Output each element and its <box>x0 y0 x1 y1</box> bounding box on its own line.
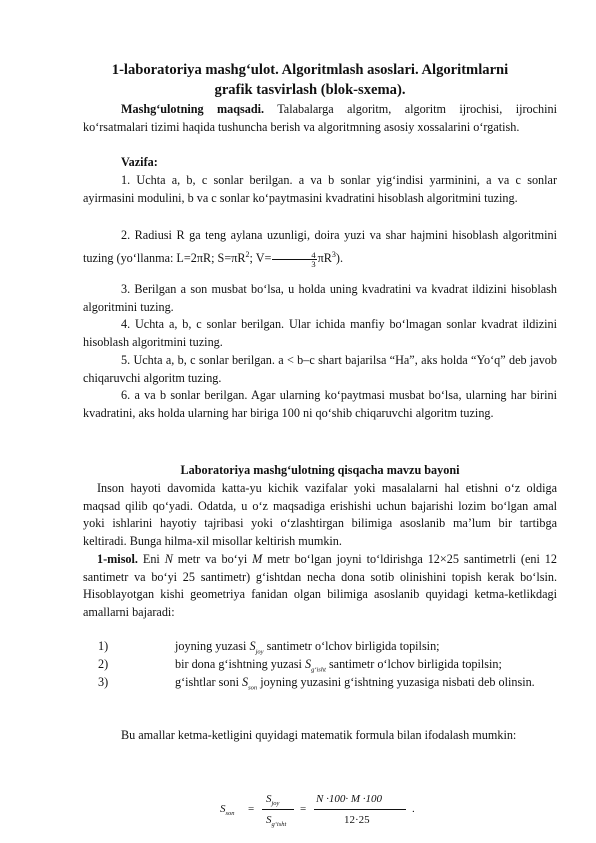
page-title <box>70 60 550 100</box>
task-3: 3. Berilgan a son musbat bo‘lsa, u holda uning kvadratini va kvadrat ildizini hisoblash algoritmini tuzing. <box>83 282 557 314</box>
fraction-bar <box>314 809 406 810</box>
formula-lhs: $S_{son}$ <box>220 803 235 818</box>
closing-paragraph: Bu amallar ketma-ketligini quyidagi matematik formula bilan ifodalash mumkin: <box>121 728 517 742</box>
title-line-2: grafik tasvirlash (blok-sxema). <box>214 82 406 98</box>
formula-rhs-denominator: 12·25 <box>344 814 370 826</box>
formula-numerator: $S_{joy}$ <box>266 793 280 808</box>
task-4: 4. Uchta a, b, c sonlar berilgan. Ular ichida manfiy bo‘lmagan sonlar kvadrat ildizini hisoblash algoritmini tuzing. <box>83 317 557 349</box>
task-label: Vazifa: <box>121 155 158 169</box>
goal-text: Talabalarga algoritm, algoritm ijrochisi, ijrochini ko‘rsatmalari tizimi haqida tushuncha berish va algoritmning asosiy xossalarini o‘rgatish. <box>83 102 557 134</box>
fraction-four-thirds: $\frac{4}{3}$ <box>272 251 316 268</box>
section-heading: Laboratoriya mashg‘ulotning qisqacha mavzu bayoni <box>180 463 460 477</box>
goal-paragraph <box>83 101 557 136</box>
task-5: 5. Uchta a, b, c sonlar berilgan. a < b–c shart bajarilsa “Ha”, aks holda “Yo‘q” deb javob chiqaruvchi algoritm tuzing. <box>83 353 557 385</box>
formula-rhs-numerator: N ·100· M ·100 <box>316 793 382 805</box>
formula: $S_{son}$ = $S_{joy}$ $S_{g‘isht}$ = N ·100· M ·100 12·25 . <box>240 789 420 829</box>
intro-paragraph: Inson hayoti davomida katta-yu kichik vazifalar yoki masalalarni hal etishni o‘z oldiga maqsad qilib qo‘yadi. Odatda, u o‘z maqsadiga erishishi uchun bajarishi lozim bo‘lgan amal yoki ishlarini hayotiy tajribasi yoki o‘zlashtirgan bilimiga asoslanib ma’lum bir tartibga keltiradi. Bunga hilma-xil misollar keltirish mumkin. <box>83 481 557 548</box>
task-1: 1. Uchta a, b, c sonlar berilgan. a va b sonlar yig‘indisi yarminini, a va c sonlar ayirmasini modulini, b va c sonlar ko‘paytmasini kvadratini hisoblash algoritmini tuzing. <box>83 173 557 205</box>
document-page: 1-laboratoriya mashg‘ulot. Algoritmlash asoslari. Algoritmlarni grafik tasvirlash (blok-sxema). Mashg‘ulotning maqsadi. Talabalarga algoritm, algoritm ijrochisi, ijrochini ko‘rsatmalari tizimi haqida tushuncha berish va algoritmning asosiy xossalarini o‘rgatish. Vazifa: 1. Uchta a, b, c sonlar berilgan. a va b sonlar yig‘indisi yarminini, a va c sonlar ayirmasini modulini, b va c sonlar ko‘paytmasini kvadratini hisoblash algoritmini tuzing. 2. Radiusi R ga teng aylana uzunligi, doira yuzi va shar hajmini hisoblash algoritmini tuzing (yo‘llanma: L=2πR; $S=\pi R^2$; V= $\frac{4}{3}$ $\pi R^3$). 3. Berilgan a son musbat bo‘lsa, u holda uning kvadratini va kvadrat ildizini hisoblash algoritmini tuzing. 4. Uchta a, b, c sonlar berilgan. Ular ichida manfiy bo‘lmagan sonlar kvadrat ildizini hisoblash algoritmini tuzing. 5. Uchta a, b, c sonlar berilgan. a < b–c shart bajarilsa “Ha”, aks holda “Yo‘q” deb javob chiqaruvchi algoritm tuzing. 6. a va b sonlar berilgan. Agar ularning ko‘paytmasi musbat bo‘lsa, ularning har birini kvadratini, aks holda ularning har biriga 100 ni qo‘shib chiqaruvchi algoritm tuzing. Laboratoriya mashg‘ulotning qisqacha mavzu bayoni Inson hayoti davomida katta-yu kichik vazifalar yoki masalalarni hal etishni o‘z oldiga maqsad qilib qo‘yadi. Odatda, u o‘z maqsadiga erishishi uchun bajarishi lozim bo‘lgan amal yoki ishlarini hayotiy tajribasi yoki o‘zlashtirgan bilimiga asoslanib ma’lum bir tartibga keltiradi. Bunga hilma-xil misollar keltirish mumkin. 1-misol. Eni N metr va bo‘yi M metr bo‘lgan joyni to‘ldirishga 12×25 santimetrli (eni 12 santimetr va bo‘yi 25 santimetr) g‘ishtdan necha dona sotib olinishini topish kerak bo‘lsin. Hisoblayotgan kishi geometriya fanidan olgan bilimiga asoslanib quyidagi ketma-ketlikdagi amallarni bajaradi: 1) joyning yuzasi $S_{joy}$ santimetr o‘lchov birligida topilsin; 2) bir dona g‘ishtning yuzasi $S_{g‘isht}$ santimetr o‘lchov birligida topilsin; 3) g‘ishtlar soni $S_{son}$ joyning yuzasini g‘ishtning yuzasiga nisbati deb olinsin. Bu amallar ketma-ketligini quyidagi matematik formula bilan ifodalash mumkin: $S_{son}$ = $S_{joy}$ $S_{g‘isht}$ = N ·100· M ·100 12·25 . <box>0 0 596 843</box>
goal-label: Mashg‘ulotning maqsadi. <box>121 102 265 116</box>
fraction-bar <box>262 809 294 810</box>
example-label: 1-misol. <box>97 552 138 566</box>
task-6: 6. a va b sonlar berilgan. Agar ularning ko‘paytmasi musbat bo‘lsa, ularning har birini kvadratini, aks holda ularning har biriga 100 ni qo‘shib chiqaruvchi algoritm tuzing. <box>83 388 557 420</box>
formula-denominator: $S_{g‘isht}$ <box>266 814 287 829</box>
example-paragraph: 1-misol. Eni N metr va bo‘yi M metr bo‘lgan joyni to‘ldirishga 12×25 santimetrli (eni 12 santimetr va bo‘yi 25 santimetr) g‘ishtdan necha dona sotib olinishini topish kerak bo‘lsin. Hisoblayotgan kishi geometriya fanidan olgan bilimiga asoslanib quyidagi ketma-ketlikdagi amallarni bajaradi: <box>83 552 557 619</box>
title-line-1: 1-laboratoriya mashg‘ulot. Algoritmlash asoslari. Algoritmlarni <box>111 62 509 78</box>
task-2: 2. Radiusi R ga teng aylana uzunligi, doira yuzi va shar hajmini hisoblash algoritmini tuzing (yo‘llanma: L=2πR; $S=\pi R^2$; V= $\frac{4}{3}$ $\pi R^3$). <box>83 228 557 269</box>
